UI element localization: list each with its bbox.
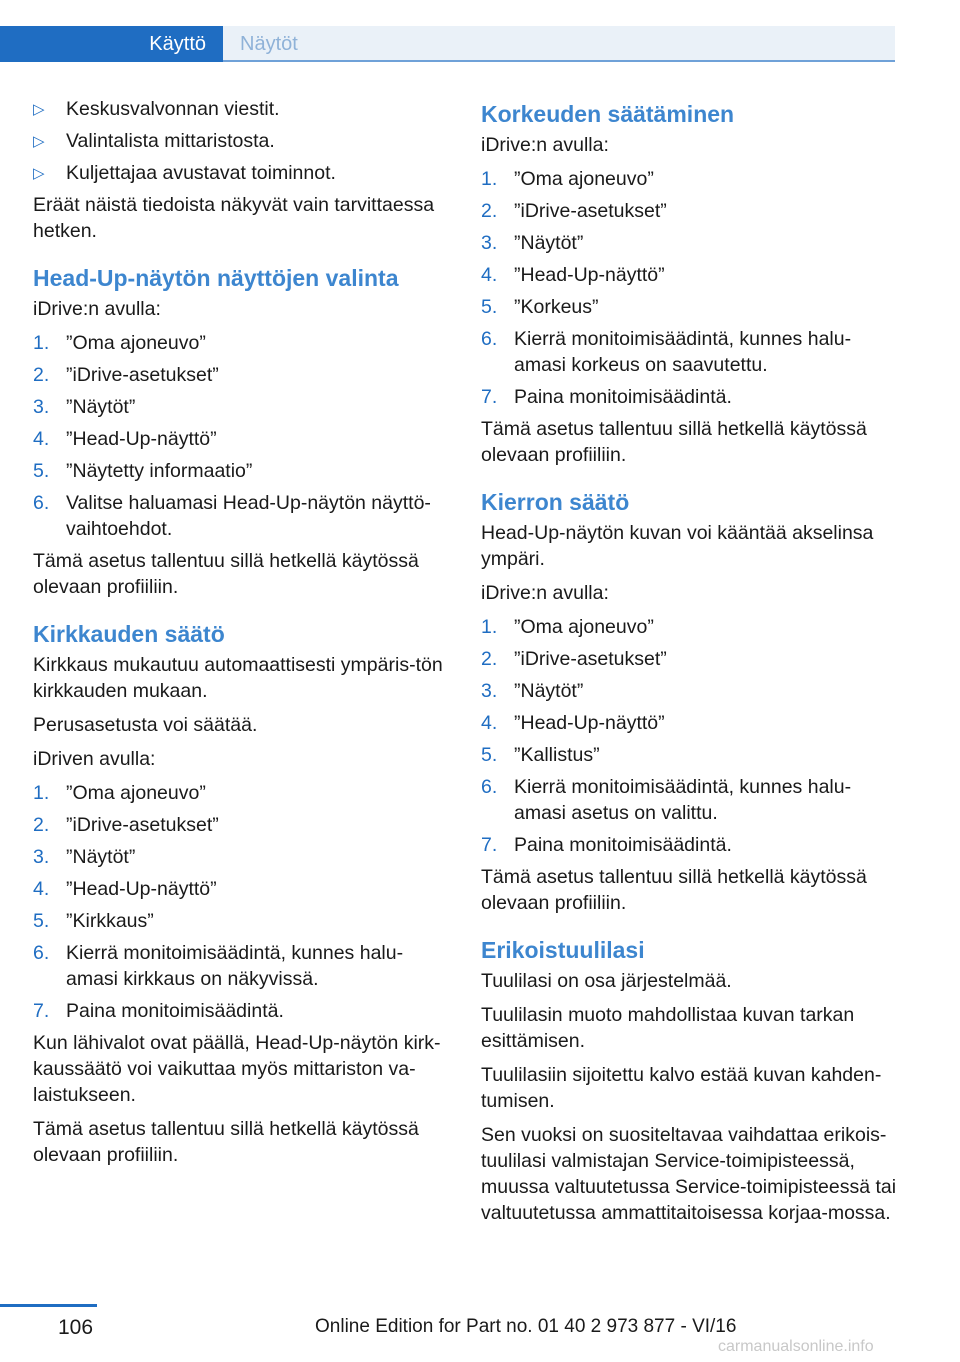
list-item [481, 326, 897, 378]
step-text: ”Näytöt” [514, 232, 584, 254]
step-text: Valitse haluamasi Head-Up-näytön näyttö-vaihtoehdot. [66, 492, 431, 540]
left-column [33, 96, 449, 1176]
paragraph: Tuulilasiin sijoitettu kalvo estää kuvan kahden-tumisen. [481, 1064, 882, 1112]
step-text: ”iDrive-asetukset” [66, 364, 219, 386]
list-item [33, 812, 449, 838]
step-number: 1. [481, 616, 498, 638]
page-number: 106 [58, 1316, 94, 1339]
step-number: 5. [481, 744, 498, 766]
list-item [481, 774, 897, 826]
list-item [481, 710, 897, 736]
step-number: 4. [481, 712, 498, 734]
step-text: Paina monitoimisäädintä. [66, 1000, 284, 1022]
step-text: ”Kirkkaus” [66, 910, 154, 932]
header-tabbar [0, 26, 895, 62]
step-number: 1. [481, 168, 498, 190]
list-item [481, 294, 897, 320]
steps-list [33, 780, 449, 1024]
list-item [33, 394, 449, 420]
paragraph: Sen vuoksi on suositeltavaa vaihdattaa erikois-tuulilasi valmistajan Service-toimipisteessä, muussa valtuutetussa Service-toimipisteessä tai valtuutetussa ammattitaitoisessa korjaa-mossa. [481, 1124, 897, 1224]
list-item [33, 362, 449, 388]
bullet-triangle-icon: ▷ [33, 133, 45, 150]
list-item [33, 426, 449, 452]
tab-naytot[interactable]: Näytöt [223, 26, 895, 62]
step-number: 6. [33, 492, 50, 514]
list-item [481, 614, 897, 640]
list-item [481, 678, 897, 704]
step-number: 1. [33, 782, 50, 804]
step-text: Kierrä monitoimisäädintä, kunnes halu-amasi asetus on valittu. [514, 776, 852, 824]
step-text: Paina monitoimisäädintä. [514, 834, 732, 856]
step-number: 6. [33, 942, 50, 964]
section-intro: iDrive:n avulla: [33, 298, 161, 320]
section-intro: iDrive:n avulla: [481, 134, 609, 156]
step-text: ”Oma ajoneuvo” [66, 782, 206, 804]
list-item [33, 940, 449, 992]
list-item [481, 646, 897, 672]
step-text: ”Korkeus” [514, 296, 599, 318]
step-text: ”Head-Up-näyttö” [514, 264, 665, 286]
list-item [481, 230, 897, 256]
step-number: 5. [33, 460, 50, 482]
step-text: Kierrä monitoimisäädintä, kunnes halu-amasi korkeus on saavutettu. [514, 328, 852, 376]
step-text: ”Näytöt” [514, 680, 584, 702]
step-number: 2. [33, 364, 50, 386]
list-item [481, 198, 897, 224]
step-number: 2. [33, 814, 50, 836]
section-intro: iDrive:n avulla: [481, 582, 609, 604]
list-item [481, 166, 897, 192]
list-item [33, 780, 449, 806]
list-item [33, 876, 449, 902]
section-heading: Kirkkauden säätö [33, 621, 225, 647]
step-number: 2. [481, 200, 498, 222]
note: Tämä asetus tallentuu sillä hetkellä käytössä olevaan profiiliin. [481, 418, 867, 466]
paragraph: Tuulilasi on osa järjestelmää. [481, 970, 732, 992]
step-number: 4. [481, 264, 498, 286]
section-heading: Erikoistuulilasi [481, 937, 645, 963]
step-text: ”iDrive-asetukset” [66, 814, 219, 836]
section-heading: Head-Up-näytön näyttöjen valinta [33, 265, 399, 291]
watermark: carmanualsonline.info [718, 1338, 874, 1355]
step-number: 3. [33, 846, 50, 868]
list-item [33, 844, 449, 870]
steps-list [481, 614, 897, 858]
step-number: 3. [33, 396, 50, 418]
footer-rule [0, 1304, 97, 1307]
bullet-text: Valintalista mittaristosta. [66, 130, 275, 152]
step-text: Paina monitoimisäädintä. [514, 386, 732, 408]
steps-list [481, 166, 897, 410]
step-number: 3. [481, 232, 498, 254]
step-number: 6. [481, 328, 498, 350]
list-item [481, 384, 897, 410]
bullet-triangle-icon: ▷ [33, 101, 45, 118]
header-rule [223, 60, 895, 62]
step-text: ”iDrive-asetukset” [514, 200, 667, 222]
step-number: 6. [481, 776, 498, 798]
list-item [33, 330, 449, 356]
step-text: ”Oma ajoneuvo” [514, 616, 654, 638]
step-text: ”Oma ajoneuvo” [514, 168, 654, 190]
step-text: ”iDrive-asetukset” [514, 648, 667, 670]
paragraph: Kun lähivalot ovat päällä, Head-Up-näytön kirk-kaussäätö voi vaikuttaa myös mittariston va-laistukseen. [33, 1032, 441, 1106]
note: Tämä asetus tallentuu sillä hetkellä käytössä olevaan profiiliin. [481, 866, 867, 914]
step-text: ”Näytöt” [66, 846, 136, 868]
list-item [33, 490, 449, 542]
tab-kaytto[interactable]: Käyttö [0, 26, 223, 62]
step-number: 5. [481, 296, 498, 318]
paragraph: Tuulilasin muoto mahdollistaa kuvan tarkan esittämisen. [481, 1004, 855, 1052]
step-number: 7. [481, 386, 498, 408]
step-text: ”Näytetty informaatio” [66, 460, 253, 482]
step-number: 4. [33, 878, 50, 900]
edition-note: Online Edition for Part no. 01 40 2 973 877 - VI/16 [315, 1316, 737, 1337]
section-heading: Korkeuden säätäminen [481, 101, 735, 127]
bullet-item [33, 160, 449, 186]
step-number: 4. [33, 428, 50, 450]
list-item [481, 832, 897, 858]
step-number: 5. [33, 910, 50, 932]
step-text: ”Kallistus” [514, 744, 600, 766]
bullet-item [33, 128, 449, 154]
note: Tämä asetus tallentuu sillä hetkellä käytössä olevaan profiiliin. [33, 1118, 419, 1166]
step-number: 2. [481, 648, 498, 670]
bullet-triangle-icon: ▷ [33, 165, 45, 182]
list-item [33, 458, 449, 484]
step-text: ”Näytöt” [66, 396, 136, 418]
section-heading: Kierron säätö [481, 489, 630, 515]
section-intro: iDriven avulla: [33, 748, 156, 770]
paragraph: Eräät näistä tiedoista näkyvät vain tarvittaessa hetken. [33, 194, 435, 242]
step-text: ”Head-Up-näyttö” [514, 712, 665, 734]
steps-list [33, 330, 449, 542]
step-text: ”Oma ajoneuvo” [66, 332, 206, 354]
list-item [481, 262, 897, 288]
step-text: ”Head-Up-näyttö” [66, 878, 217, 900]
list-item [33, 998, 449, 1024]
paragraph: Perusasetusta voi säätää. [33, 714, 258, 736]
bullet-text: Keskusvalvonnan viestit. [66, 98, 280, 120]
step-number: 7. [33, 1000, 50, 1022]
step-number: 7. [481, 834, 498, 856]
list-item [481, 742, 897, 768]
step-text: ”Head-Up-näyttö” [66, 428, 217, 450]
bullet-item [33, 96, 449, 122]
step-number: 1. [33, 332, 50, 354]
note: Tämä asetus tallentuu sillä hetkellä käytössä olevaan profiiliin. [33, 550, 419, 598]
list-item [33, 908, 449, 934]
bullet-text: Kuljettajaa avustavat toiminnot. [66, 162, 336, 184]
paragraph: Kirkkaus mukautuu automaattisesti ympäris-tön kirkkauden mukaan. [33, 654, 443, 702]
step-number: 3. [481, 680, 498, 702]
step-text: Kierrä monitoimisäädintä, kunnes halu-amasi kirkkaus on näkyvissä. [66, 942, 404, 990]
right-column [481, 96, 897, 1234]
paragraph: Head-Up-näytön kuvan voi kääntää akselinsa ympäri. [481, 522, 874, 570]
